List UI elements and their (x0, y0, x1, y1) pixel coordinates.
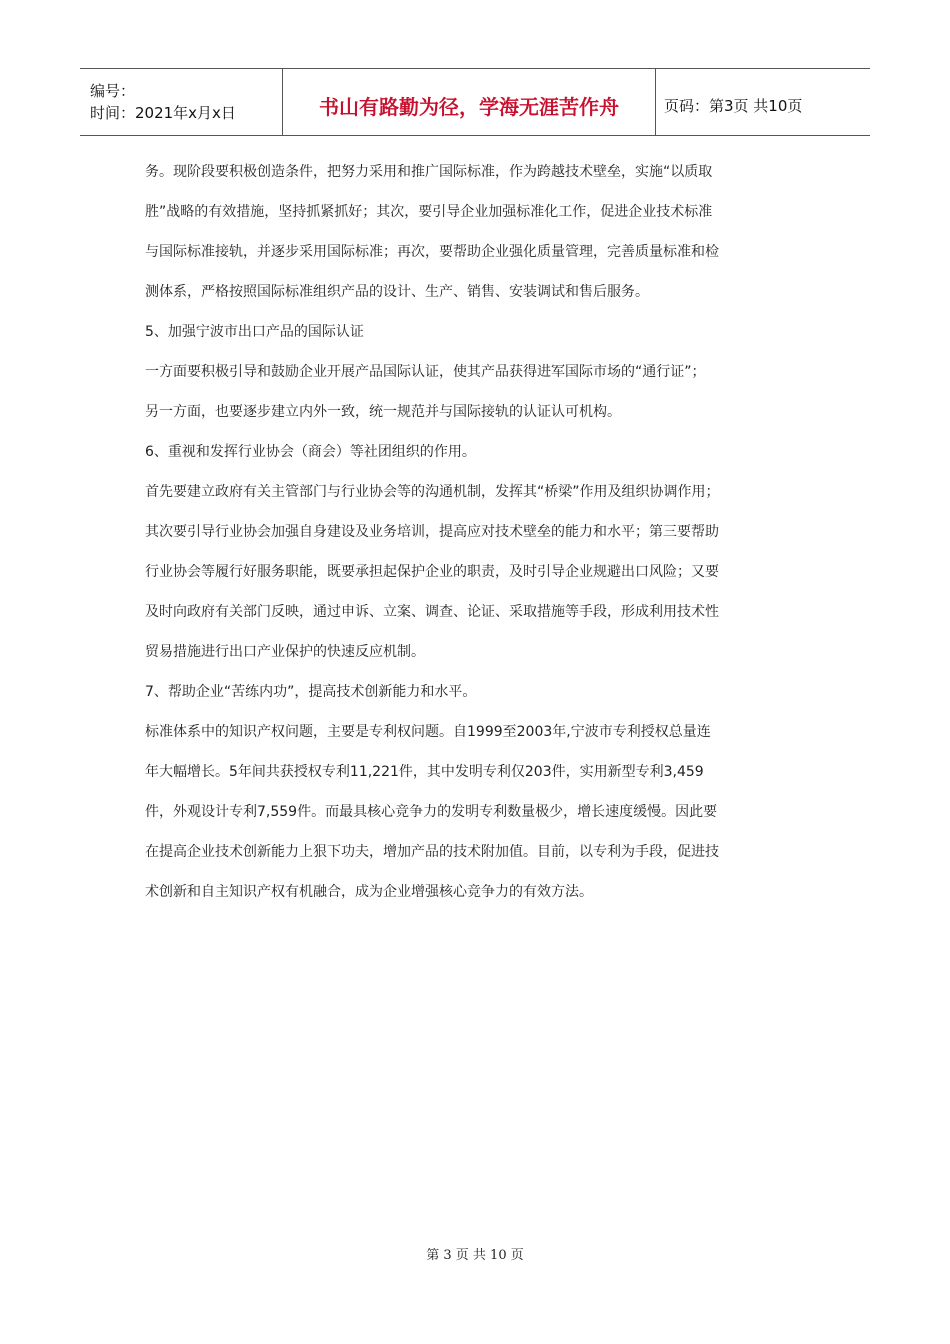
header-page-info: 页码：第3页 共10页 (664, 96, 803, 115)
page-footer: 第 3 页 共 10 页 (426, 1248, 524, 1263)
body-line: 另一方面，也要逐步建立内外一致，统一规范并与国际接轨的认证认可机构。 (145, 404, 621, 420)
body-line: 与国际标准接轨，并逐步采用国际标准；再次，要帮助企业强化质量管理，完善质量标准和检 (145, 244, 719, 260)
document-time-label: 时间：2021年x月x日 (90, 104, 236, 122)
body-line: 一方面要积极引导和鼓励企业开展产品国际认证，使其产品获得进军国际市场的“通行证”； (145, 364, 706, 380)
document-body (145, 152, 805, 912)
body-line: 务。现阶段要积极创造条件，把努力采用和推广国际标准，作为跨越技术壁垒，实施“以质取 (145, 164, 713, 180)
section-heading-6: 6、重视和发挥行业协会（商会）等社团组织的作用。 (145, 444, 476, 460)
header-meta (80, 69, 282, 135)
section-heading-7: 7、帮助企业“苦练内功”，提高技术创新能力和水平。 (145, 684, 477, 700)
document-number-label: 编号： (90, 82, 136, 100)
body-line: 及时向政府有关部门反映，通过申诉、立案、调查、论证、采取措施等手段，形成利用技术性 (145, 604, 719, 620)
body-line: 术创新和自主知识产权有机融合，成为企业增强核心竞争力的有效方法。 (145, 884, 593, 900)
body-line: 胜”战略的有效措施，坚持抓紧抓好；其次，要引导企业加强标准化工作，促进企业技术标准 (145, 204, 713, 220)
body-line: 首先要建立政府有关主管部门与行业协会等的沟通机制，发挥其“桥梁”作用及组织协调作用； (145, 484, 720, 500)
header-motto: 书山有路勤为径，学海无涯苦作舟 (282, 69, 656, 135)
body-line: 件，外观设计专利7,559件。而最具核心竞争力的发明专利数量极少，增长速度缓慢。因此要 (145, 804, 718, 820)
body-line: 年大幅增长。5年间共获授权专利11,221件，其中发明专利仅203件，实用新型专利3,459 (145, 764, 704, 780)
body-line: 在提高企业技术创新能力上狠下功夫，增加产品的技术附加值。目前，以专利为手段，促进技 (145, 844, 719, 860)
page-header (80, 68, 870, 136)
body-line: 贸易措施进行出口产业保护的快速反应机制。 (145, 644, 425, 660)
section-heading-5: 5、加强宁波市出口产品的国际认证 (145, 324, 364, 340)
body-line: 其次要引导行业协会加强自身建设及业务培训，提高应对技术壁垒的能力和水平；第三要帮助 (145, 524, 719, 540)
body-line: 行业协会等履行好服务职能，既要承担起保护企业的职责，及时引导企业规避出口风险；又要 (145, 564, 719, 580)
body-line: 标准体系中的知识产权问题，主要是专利权问题。自1999至2003年,宁波市专利授权总量连 (145, 724, 711, 740)
body-line: 测体系，严格按照国际标准组织产品的设计、生产、销售、安装调试和售后服务。 (145, 284, 649, 300)
